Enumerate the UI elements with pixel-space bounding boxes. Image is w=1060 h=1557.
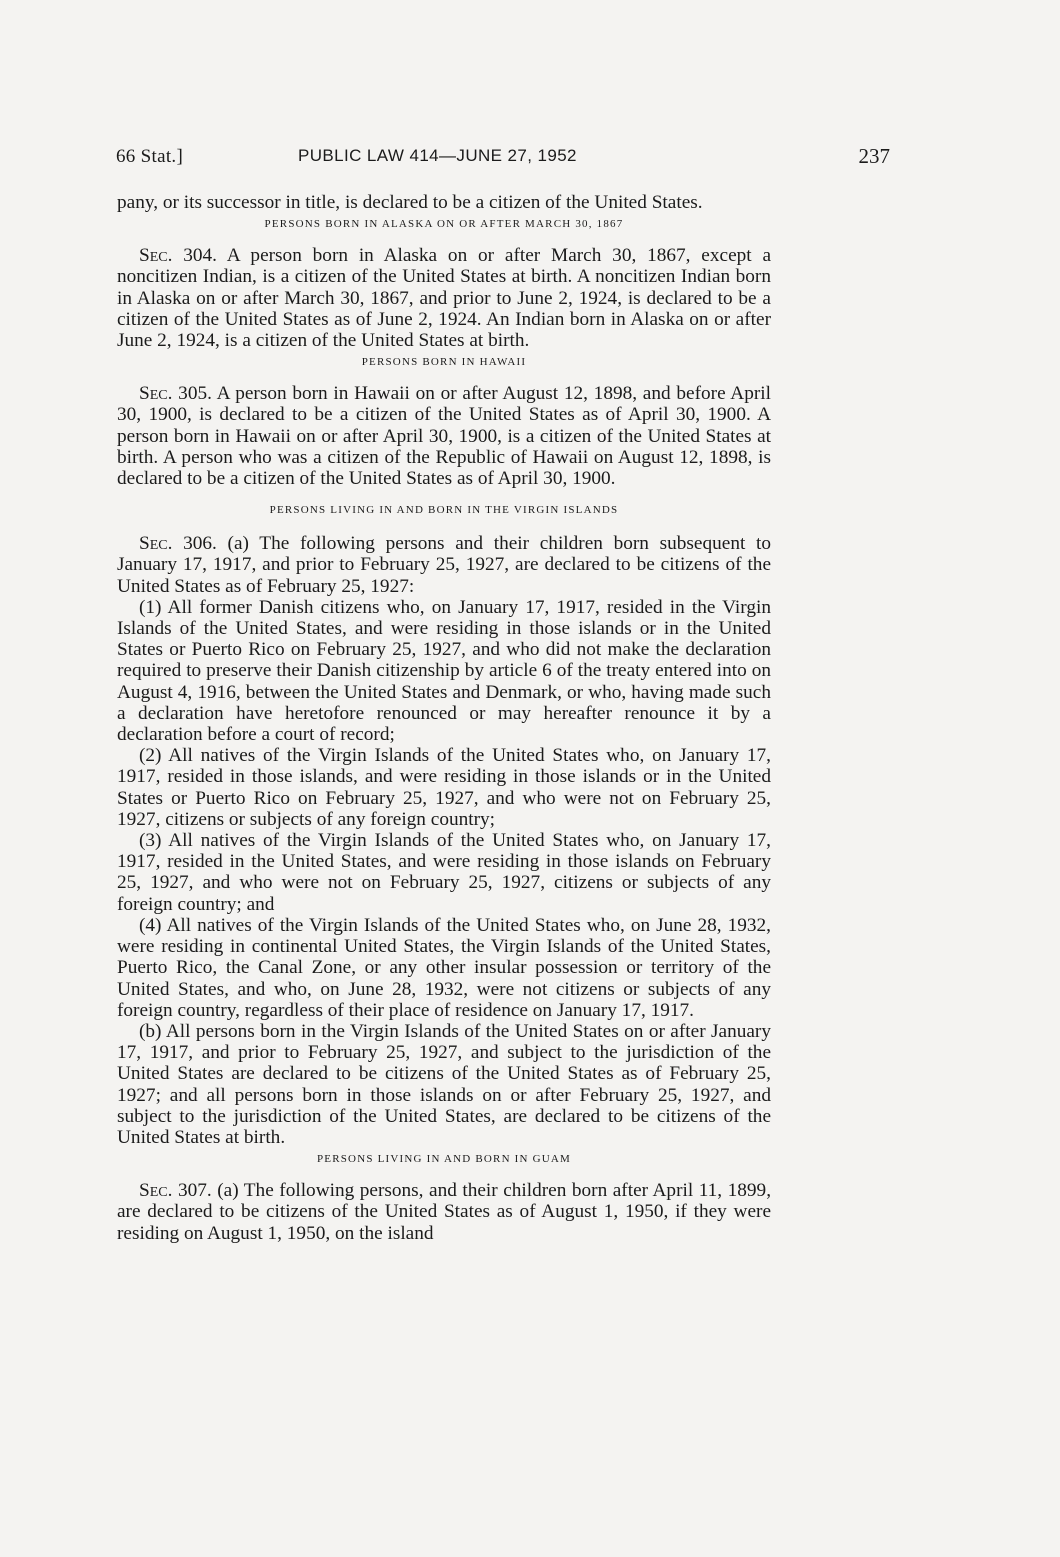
section-307 bbox=[117, 1180, 771, 1244]
section-306-clause-4: (4) All natives of the Virgin Islands of the United States who, on June 28, 1932, were residing in continental United States, the Virgin Islands of the United States, Puerto Rico, the Canal Zone, or any other insular possession or territory of the United States, and who, on June 28, 1932, were not citizens or subjects of any foreign country, regardless of their place of residence on January 17, 1917. bbox=[117, 914, 771, 1021]
section-306-clause-3: (3) All natives of the Virgin Islands of the United States who, on January 17, 1917, resided in the United States, and were residing in those islands on February 25, 1927, and who were not on February 25, 1927, citizens or subjects of any foreign country; and bbox=[117, 830, 771, 915]
section-306 bbox=[117, 533, 771, 597]
running-title: PUBLIC LAW 414—JUNE 27, 1952 bbox=[298, 146, 577, 165]
section-306-clause-1: (1) All former Danish citizens who, on January 17, 1917, resided in the Virgin Islands of the United States, and were residing in those islands or in the United States or Puerto Rico on February 25, 1927, and who did not make the declaration required to preserve their Danish citizenship by article 6 of the treaty entered into on August 4, 1916, between the United States and Denmark, or who, having made such a declaration have heretofore renounced or may hereafter renounce it by a declaration before a court of record; bbox=[117, 596, 771, 746]
section-heading-305: PERSONS BORN IN HAWAII bbox=[361, 356, 527, 369]
statute-reference: 66 Stat.] bbox=[116, 146, 184, 167]
section-306-clause-2: (2) All natives of the Virgin Islands of the United States who, on January 17, 1917, resided in those islands, and were residing in those islands or in the United States or Puerto Rico on February 25, 1927, and who were not on February 25, 1927, citizens or subjects of any foreign country; bbox=[117, 745, 771, 830]
section-306-subsection-b: (b) All persons born in the Virgin Islands of the United States on or after January 17, 1917, and prior to February 25, 1927, and subject to the jurisdiction of the United States are declared to be citizens of the United States as of February 25, 1927; and all persons born in those islands on or after February 25, 1927, and subject to the jurisdiction of the United States, are declared to be citizens of the United States at birth. bbox=[117, 1020, 771, 1148]
section-305 bbox=[117, 383, 771, 489]
section-306-text: (a) The following persons and their children born subsequent to January 17, 1917, and prior to February 25, 1927, are declared to be citizens of the United States as of February 25, 1927: bbox=[117, 533, 771, 597]
section-heading-306: PERSONS LIVING IN AND BORN IN THE VIRGIN ISLANDS bbox=[269, 504, 619, 517]
continuation-paragraph: pany, or its successor in title, is declared to be a citizen of the United States. bbox=[117, 192, 703, 213]
section-305-text: A person born in Hawaii on or after August 12, 1898, and before April 30, 1900, is declared to be a citizen of the United States as of April 30, 1900. A person born in Hawaii on or after April 30, 1900, is a citizen of the United States at birth. A person who was a citizen of the Republic of Hawaii on August 12, 1898, is declared to be a citizen of the United States as of April 30, 1900. bbox=[117, 383, 771, 490]
section-heading-307: PERSONS LIVING IN AND BORN IN GUAM bbox=[316, 1153, 572, 1166]
section-307-text: (a) The following persons, and their children born after April 11, 1899, are declared to be citizens of the United States as of August 1, 1950, if they were residing on August 1, 1950, on the island bbox=[117, 1180, 772, 1244]
page-header bbox=[116, 146, 890, 174]
section-304-label: Sec. 304. bbox=[139, 245, 217, 267]
page-number: 237 bbox=[858, 144, 890, 168]
section-heading-304: PERSONS BORN IN ALASKA ON OR AFTER MARCH 30, 1867 bbox=[264, 218, 624, 231]
section-304 bbox=[117, 245, 771, 351]
section-304-text: A person born in Alaska on or after March 30, 1867, except a noncitizen Indian, is a citizen of the United States at birth. A noncitizen Indian born in Alaska on or after March 30, 1867, and prior to June 2, 1924, is declared to be a citizen of the United States as of June 2, 1924. An Indian born in Alaska on or after June 2, 1924, is a citizen of the United States at birth. bbox=[117, 245, 771, 352]
section-306-label: Sec. 306. bbox=[139, 533, 217, 555]
section-307-label: Sec. 307. bbox=[139, 1180, 212, 1202]
section-305-label: Sec. 305. bbox=[139, 383, 212, 405]
document-body bbox=[117, 192, 771, 1244]
